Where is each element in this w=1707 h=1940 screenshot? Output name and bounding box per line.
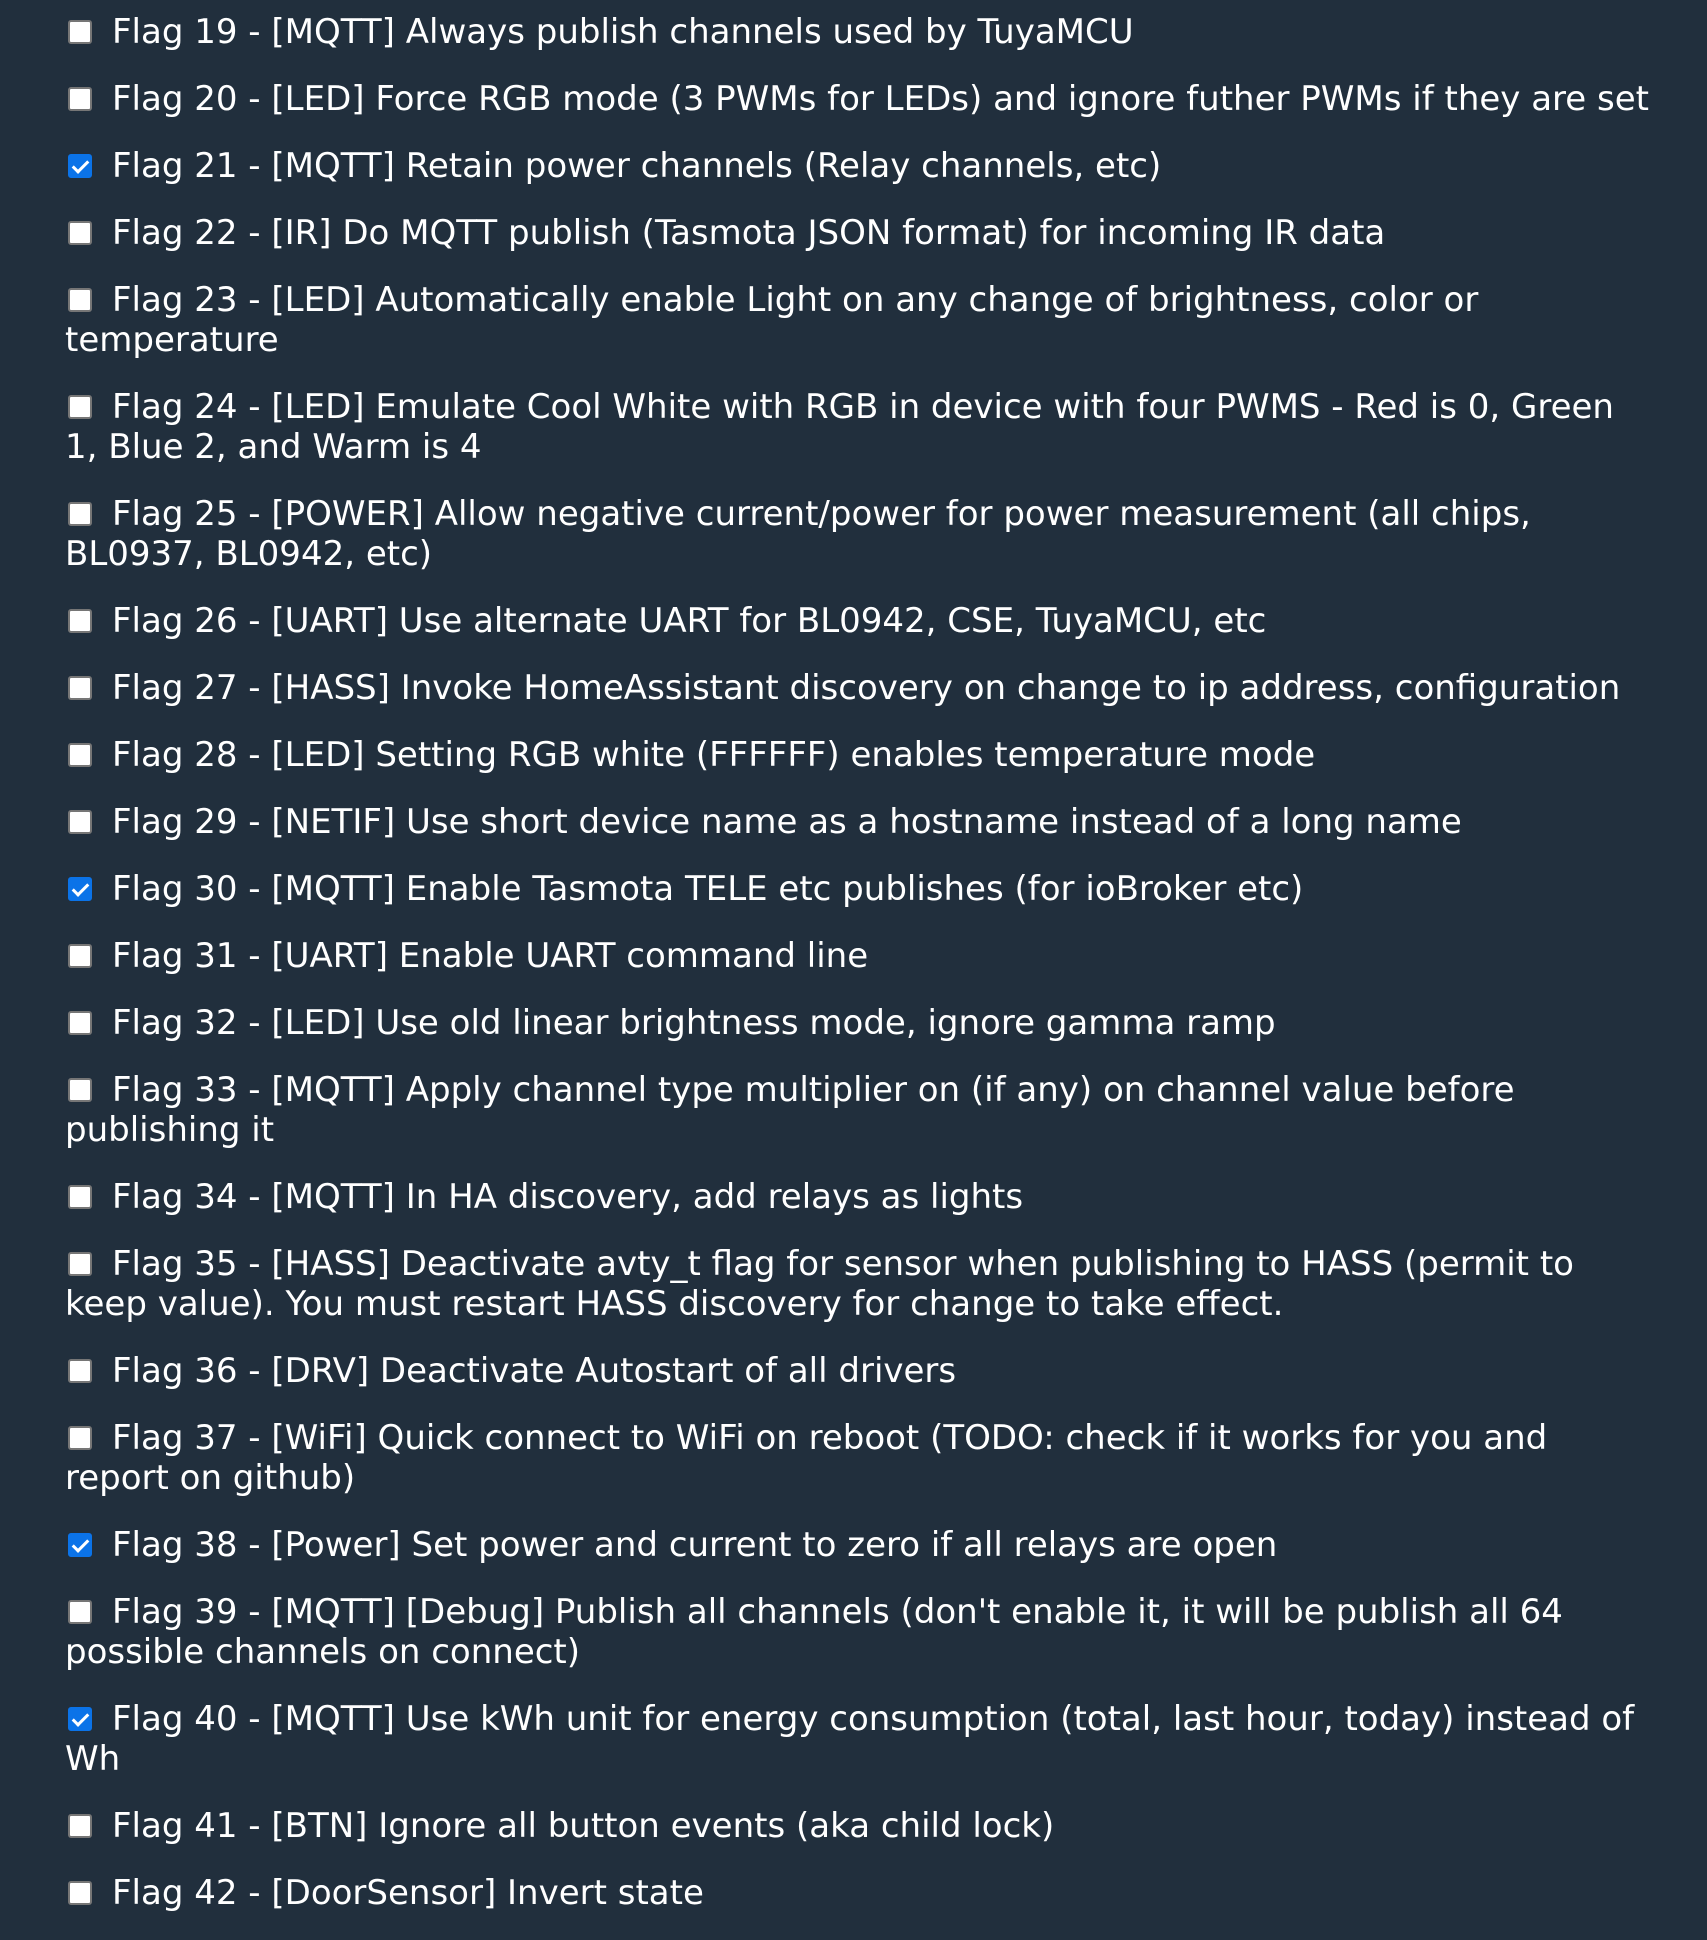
flag-36-label[interactable]: Flag 36 - [DRV] Deactivate Autostart of all drivers (112, 1351, 957, 1391)
flag-23-option[interactable] (65, 280, 1650, 360)
flag-24-checkbox[interactable] (68, 395, 92, 419)
flag-20-checkbox[interactable] (68, 87, 92, 111)
flag-22-option[interactable] (65, 213, 1650, 253)
flag-26-checkbox[interactable] (68, 609, 92, 633)
flag-35-label[interactable]: Flag 35 - [HASS] Deactivate avty_t flag for sensor when publishing to HASS (permit to keep value). You must restart HASS discovery for change to take effect. (65, 1244, 1574, 1324)
flag-38-label[interactable]: Flag 38 - [Power] Set power and current to zero if all relays are open (112, 1525, 1278, 1565)
flag-30-option[interactable] (65, 869, 1650, 909)
flag-30-label[interactable]: Flag 30 - [MQTT] Enable Tasmota TELE etc publishes (for ioBroker etc) (112, 869, 1304, 909)
flag-23-checkbox[interactable] (68, 288, 92, 312)
flag-38-checkbox[interactable] (68, 1533, 92, 1557)
flag-36-checkbox[interactable] (68, 1359, 92, 1383)
flag-29-checkbox[interactable] (68, 810, 92, 834)
flag-36-option[interactable] (65, 1351, 1650, 1391)
flag-33-checkbox[interactable] (68, 1078, 92, 1102)
flag-39-label[interactable]: Flag 39 - [MQTT] [Debug] Publish all channels (don't enable it, it will be publish all 64 possible channels on connect) (65, 1592, 1563, 1672)
flag-40-checkbox[interactable] (68, 1707, 92, 1731)
flag-25-label[interactable]: Flag 25 - [POWER] Allow negative current/power for power measurement (all chips, BL0937, BL0942, etc) (65, 494, 1531, 574)
flag-20-label[interactable]: Flag 20 - [LED] Force RGB mode (3 PWMs for LEDs) and ignore futher PWMs if they are set (112, 79, 1649, 119)
flag-41-option[interactable] (65, 1806, 1650, 1846)
flag-34-label[interactable]: Flag 34 - [MQTT] In HA discovery, add relays as lights (112, 1177, 1024, 1217)
flag-21-checkbox[interactable] (68, 154, 92, 178)
flag-22-checkbox[interactable] (68, 221, 92, 245)
flag-42-label[interactable]: Flag 42 - [DoorSensor] Invert state (112, 1873, 704, 1913)
flag-38-option[interactable] (65, 1525, 1650, 1565)
flag-20-option[interactable] (65, 79, 1650, 119)
flag-27-label[interactable]: Flag 27 - [HASS] Invoke HomeAssistant discovery on change to ip address, configuration (112, 668, 1621, 708)
flag-26-option[interactable] (65, 601, 1650, 641)
flag-40-label[interactable]: Flag 40 - [MQTT] Use kWh unit for energy consumption (total, last hour, today) instead of Wh (65, 1699, 1635, 1779)
flag-31-label[interactable]: Flag 31 - [UART] Enable UART command line (112, 936, 869, 976)
flag-34-checkbox[interactable] (68, 1185, 92, 1209)
flag-30-checkbox[interactable] (68, 877, 92, 901)
flag-39-option[interactable] (65, 1592, 1650, 1672)
flag-35-checkbox[interactable] (68, 1252, 92, 1276)
flag-39-checkbox[interactable] (68, 1600, 92, 1624)
flag-28-checkbox[interactable] (68, 743, 92, 767)
flag-37-label[interactable]: Flag 37 - [WiFi] Quick connect to WiFi on reboot (TODO: check if it works for you and report on github) (65, 1418, 1548, 1498)
flag-29-label[interactable]: Flag 29 - [NETIF] Use short device name as a hostname instead of a long name (112, 802, 1462, 842)
flag-33-option[interactable] (65, 1070, 1650, 1150)
flag-32-label[interactable]: Flag 32 - [LED] Use old linear brightness mode, ignore gamma ramp (112, 1003, 1276, 1043)
flag-37-checkbox[interactable] (68, 1426, 92, 1450)
flag-33-label[interactable]: Flag 33 - [MQTT] Apply channel type multiplier on (if any) on channel value before publishing it (65, 1070, 1515, 1150)
flag-34-option[interactable] (65, 1177, 1650, 1217)
flag-23-label[interactable]: Flag 23 - [LED] Automatically enable Light on any change of brightness, color or temperature (65, 280, 1479, 360)
flag-35-option[interactable] (65, 1244, 1650, 1324)
flag-27-checkbox[interactable] (68, 676, 92, 700)
flag-24-label[interactable]: Flag 24 - [LED] Emulate Cool White with RGB in device with four PWMS - Red is 0, Green 1, Blue 2, and Warm is 4 (65, 387, 1614, 467)
flag-31-option[interactable] (65, 936, 1650, 976)
flag-26-label[interactable]: Flag 26 - [UART] Use alternate UART for BL0942, CSE, TuyaMCU, etc (112, 601, 1267, 641)
flag-22-label[interactable]: Flag 22 - [IR] Do MQTT publish (Tasmota JSON format) for incoming IR data (112, 213, 1386, 253)
flag-25-option[interactable] (65, 494, 1650, 574)
flag-21-label[interactable]: Flag 21 - [MQTT] Retain power channels (Relay channels, etc) (112, 146, 1162, 186)
flag-21-option[interactable] (65, 146, 1650, 186)
flags-list (65, 12, 1650, 1940)
flag-25-checkbox[interactable] (68, 502, 92, 526)
flag-19-label[interactable]: Flag 19 - [MQTT] Always publish channels used by TuyaMCU (112, 12, 1134, 52)
flag-29-option[interactable] (65, 802, 1650, 842)
flag-41-label[interactable]: Flag 41 - [BTN] Ignore all button events (aka child lock) (112, 1806, 1055, 1846)
flag-42-checkbox[interactable] (68, 1881, 92, 1905)
flag-27-option[interactable] (65, 668, 1650, 708)
flag-28-label[interactable]: Flag 28 - [LED] Setting RGB white (FFFFFF) enables temperature mode (112, 735, 1316, 775)
flag-32-checkbox[interactable] (68, 1011, 92, 1035)
flag-40-option[interactable] (65, 1699, 1650, 1779)
flag-24-option[interactable] (65, 387, 1650, 467)
flag-41-checkbox[interactable] (68, 1814, 92, 1838)
flag-32-option[interactable] (65, 1003, 1650, 1043)
flag-28-option[interactable] (65, 735, 1650, 775)
flag-42-option[interactable] (65, 1873, 1650, 1913)
flag-19-option[interactable] (65, 12, 1650, 52)
flag-19-checkbox[interactable] (68, 20, 92, 44)
flag-37-option[interactable] (65, 1418, 1650, 1498)
flag-31-checkbox[interactable] (68, 944, 92, 968)
